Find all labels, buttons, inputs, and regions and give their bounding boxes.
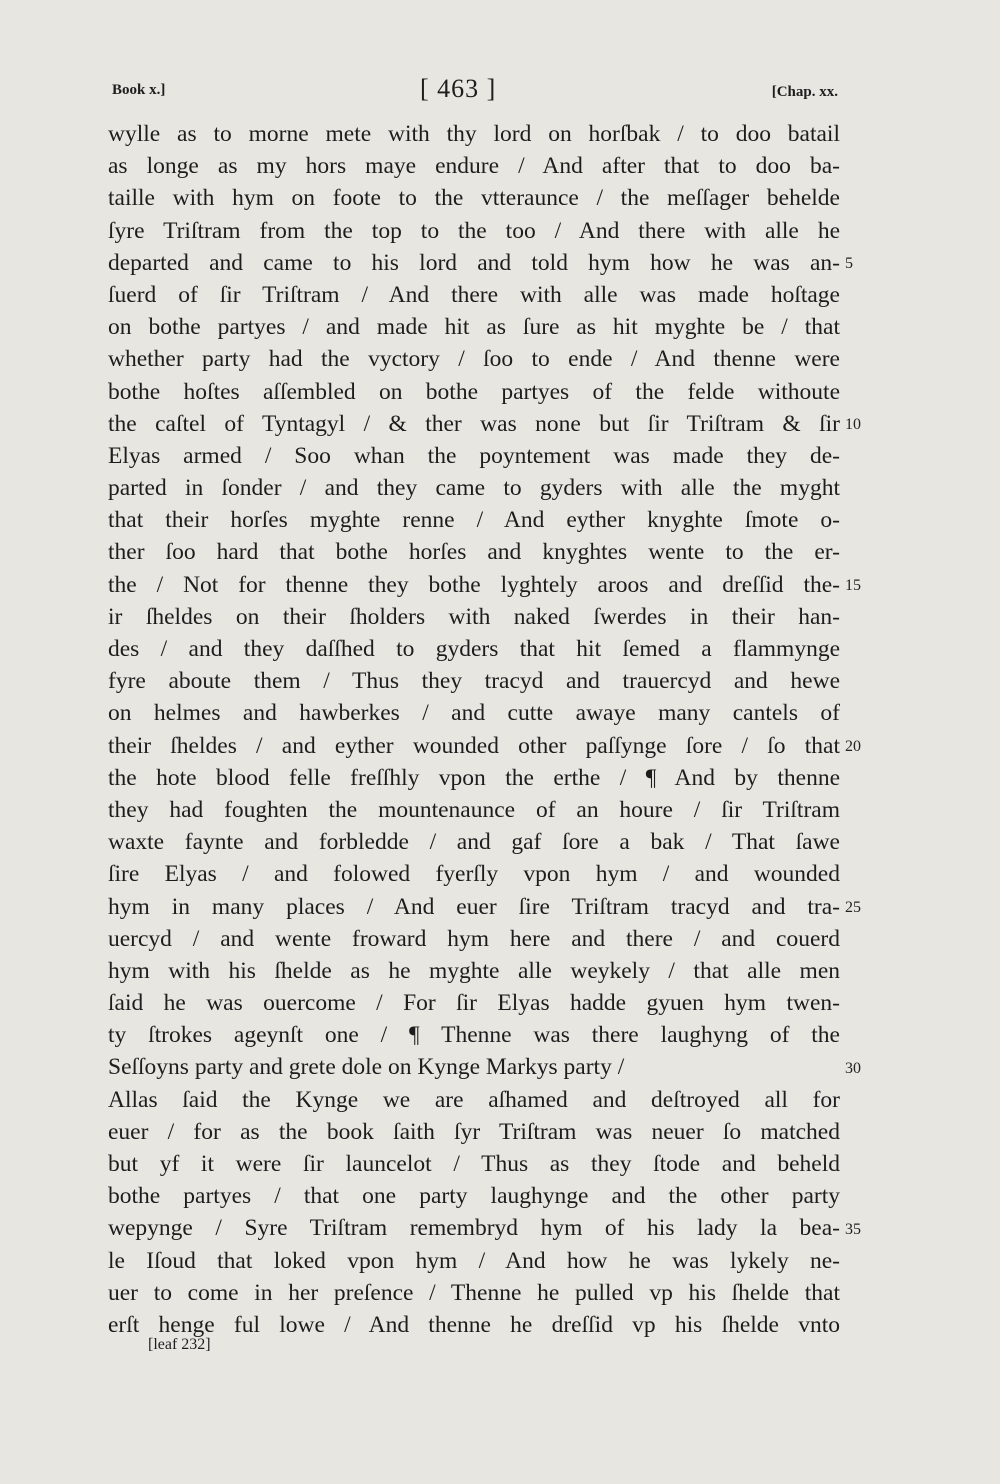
line-number: 10 — [845, 415, 861, 433]
marginal-note: [leaf 232] — [148, 1336, 211, 1353]
text-line: hym in many places / And euer ſire Triſtram tracyd and tra- — [108, 893, 840, 920]
text-line: the / Not for thenne they bothe lyghtely aroos and dreſſid the- — [108, 571, 840, 598]
text-line: bothe hoſtes aſſembled on bothe partyes of the felde withoute — [108, 378, 840, 405]
book-number: Book x.] — [112, 82, 166, 98]
text-line: taille with hym on foote to the vtteraunce / the meſſager behelde — [108, 185, 840, 212]
text-line: whether party had the vyctory / ſoo to ende / And thenne were — [108, 346, 840, 373]
text-line: euer / for as the book ſaith ſyr Triſtram was neuer ſo matched — [108, 1118, 840, 1145]
text-line: wepynge / Syre Triſtram remembryd hym of his lady la bea- — [108, 1215, 840, 1242]
text-line: the caſtel of Tyntagyl / & ther was none but ſir Triſtram & ſir — [108, 410, 840, 437]
chapter-number: [Chap. xx. — [771, 84, 838, 100]
text-line: wylle as to morne mete with thy lord on horſbak / to doo batail — [108, 121, 840, 147]
text-line: Seſſoyns party and grete dole on Kynge Markys party / — [108, 1054, 625, 1081]
line-number: 30 — [845, 1059, 861, 1077]
text-line: they had foughten the mountenaunce of an houre / ſir Triſtram — [108, 796, 840, 823]
line-number: 25 — [845, 898, 861, 916]
text-line: parted in ſonder / and they came to gyders with alle the myght — [108, 475, 840, 502]
text-line: erſt henge ful lowe / And thenne he dreſſid vp his ſhelde vnto — [108, 1311, 840, 1338]
text-line: ty ſtrokes ageynſt one / ¶ Thenne was there laughyng of the — [108, 1022, 840, 1049]
line-number: 5 — [845, 254, 853, 272]
text-line: departed and came to his lord and told hym how he was an- — [108, 249, 840, 276]
line-number: 20 — [845, 737, 861, 755]
text-line: le Iſoud that loked vpon hym / And how he was lykely ne- — [108, 1247, 840, 1274]
text-line: ſaid he was ouercome / For ſir Elyas hadde gyuen hym twen- — [108, 990, 840, 1017]
text-line: ir ſheldes on their ſholders with naked ſwerdes in their han- — [108, 603, 840, 630]
text-line: ther ſoo hard that bothe horſes and knyghtes wente to the er- — [108, 539, 840, 566]
line-number: 35 — [845, 1220, 861, 1238]
text-line: ſire Elyas / and folowed fyerſly vpon hym / and wounded — [108, 861, 840, 888]
text-line: as longe as my hors maye endure / And after that to doo ba- — [108, 153, 840, 180]
line-number: 15 — [845, 576, 861, 594]
text-line: uercyd / and wente froward hym here and there / and couerd — [108, 925, 840, 952]
text-line: fyre aboute them / Thus they tracyd and trauercyd and hewe — [108, 668, 840, 695]
text-line: their ſheldes / and eyther wounded other paſſynge ſore / ſo that — [108, 732, 840, 759]
text-line: that their horſes myghte renne / And eyther knyghte ſmote o- — [108, 507, 840, 534]
page-number: [ 463 ] — [420, 74, 497, 103]
text-line: hym with his ſhelde as he myghte alle weykely / that alle men — [108, 957, 840, 984]
text-line: on bothe partyes / and made hit as ſure as hit myghte be / that — [108, 314, 840, 341]
body-text — [108, 118, 840, 1341]
text-line: des / and they daſſhed to gyders that hit ſemed a flammynge — [108, 636, 840, 662]
text-line: ſuerd of ſir Triſtram / And there with alle was made hoſtage — [108, 281, 840, 308]
text-line: the hote blood felle freſſhly vpon the erthe / ¶ And by thenne — [108, 764, 840, 791]
running-head — [0, 74, 1000, 108]
text-line: ſyre Triſtram from the top to the too / And there with alle he — [108, 217, 840, 244]
text-line: uer to come in her preſence / Thenne he pulled vp his ſhelde that — [108, 1279, 840, 1306]
text-line: waxte faynte and forbledde / and gaf ſore a bak / That ſawe — [108, 829, 840, 856]
text-line: bothe partyes / that one party laughynge and the other party — [108, 1183, 840, 1210]
text-line: Elyas armed / Soo whan the poyntement was made they de- — [108, 442, 840, 469]
text-line: but yf it were ſir launcelot / Thus as they ſtode and beheld — [108, 1151, 840, 1177]
text-line: Allas ſaid the Kynge we are aſhamed and deſtroyed all for — [108, 1086, 840, 1113]
text-line: on helmes and hawberkes / and cutte awaye many cantels of — [108, 700, 840, 727]
